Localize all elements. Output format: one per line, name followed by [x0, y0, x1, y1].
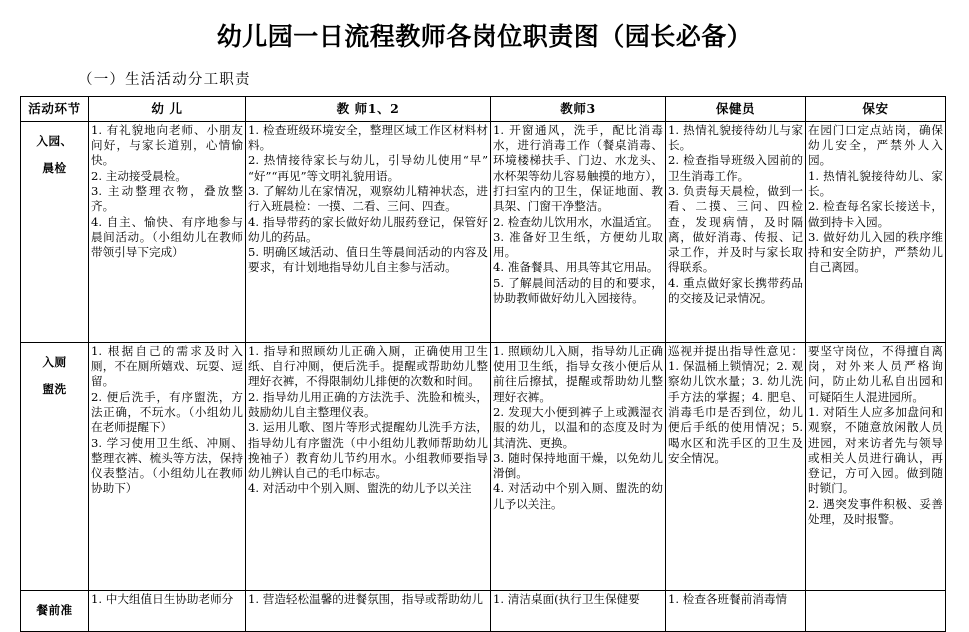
duty-table [20, 96, 946, 632]
cell-teacher3 [491, 342, 666, 590]
column-header-stage: 活动环节 [21, 96, 89, 121]
cell-text: 在园门口定点站岗，确保幼儿安全，严禁外人入园。 1. 热情礼貌接待幼儿、家长。 2. 检查每名家长接送卡，做到持卡入园。 3. 做好幼儿入园的秩序维持和安全防护，严禁幼儿自己离园。 [808, 122, 943, 275]
cell-text: 1. 营造轻松温馨的进餐氛围，指导或帮助幼儿 [248, 591, 484, 606]
table-row [21, 342, 946, 590]
column-header-teacher12: 教 师1、2 [246, 96, 491, 121]
column-header-guard: 保安 [806, 96, 946, 121]
cell-teacher12 [246, 590, 491, 631]
cell-teacher12 [246, 121, 491, 342]
stage-label: 入园、 晨检 [21, 121, 89, 342]
table-header-row [21, 96, 946, 121]
cell-teacher12 [246, 342, 491, 590]
cell-child [89, 121, 246, 342]
column-header-teacher3: 教师3 [491, 96, 666, 121]
duty-table-container [20, 96, 945, 632]
table-body [21, 121, 946, 631]
cell-text: 1. 照顾幼儿入厕，指导幼儿正确使用卫生纸，指导女孩小便后从前往后擦拭，提醒或帮助幼儿整理好衣裤。 2. 发现大小便到裤子上或溅湿衣服的幼儿，以温和的态度及时为其清洗、更换。 3. 随时保持地面干燥，以免幼儿滑倒。 4. 对活动中个别入厕、盥洗的幼儿予以关注。 [493, 343, 663, 511]
cell-text: 1. 检查班级环境安全，整理区域工作区材料材料。 2. 热情接待家长与幼儿，引导幼儿使用“早”“好”“再见”等文明礼貌用语。 3. 了解幼儿在家情况，观察幼儿精神状态，进行入班晨检：一摸、二看、三问、四查。 4. 指导带药的家长做好幼儿服药登记，保管好幼儿的药品。 5. 明确区域活动、值日生等晨间活动的内容及要求，有计划地指导幼儿自主参与活动。 [248, 122, 488, 275]
table-row [21, 590, 946, 631]
table-row [21, 121, 946, 342]
cell-guard [806, 590, 946, 631]
cell-health [666, 121, 806, 342]
cell-text: 1. 有礼貌地向老师、小朋友问好，与家长道别，心情愉快。 2. 主动接受晨检。 3. 主动整理衣物，叠放整齐。 4. 自主、愉快、有序地参与晨间活动。（小组幼儿在教师带领引导下完成） [91, 122, 243, 260]
column-header-health: 保健员 [666, 96, 806, 121]
cell-health [666, 590, 806, 631]
cell-text: 1. 中大组值日生协助老师分 [91, 591, 234, 606]
section-heading: （一）生活活动分工职责 [78, 71, 251, 88]
cell-child [89, 590, 246, 631]
column-header-child: 幼 儿 [89, 96, 246, 121]
cell-teacher3 [491, 590, 666, 631]
cell-text: 要坚守岗位，不得擅自离岗，对外来人员严格询问，防止幼儿私自出园和可疑陌生人混进园所。 1. 对陌生人应多加盘问和观察，不随意放闲散人员进园，对来访者先与领导或相关人员进行确认，再登记，方可入园。做到随时锁门。 2. 遇突发事件积极、妥善处理，及时报警。 [808, 343, 943, 527]
cell-text: 巡视并提出指导性意见：1. 保温桶上锁情况；2. 观察幼儿饮水量；3. 幼儿洗手方法的掌握；4. 肥皂、消毒毛巾是否到位，幼儿便后手纸的使用情况；5. 喝水区和洗手区的卫生及安全情况。 [668, 343, 803, 465]
cell-text: 1. 指导和照顾幼儿正确入厕，正确使用卫生纸、自行冲厕，便后洗手。提醒或帮助幼儿整理好衣裤，不得限制幼儿排便的次数和时间。 2. 指导幼儿用正确的方法洗手、洗脸和梳头，鼓励幼儿自主整理仪表。 3. 运用儿歌、图片等形式提醒幼儿洗手方法，指导幼儿有序盥洗（中小组幼儿教师帮助幼儿挽袖子）教育幼儿节约用水。小组教师要指导幼儿辨认自己的毛巾标志。 4. 对活动中个别入厕、盥洗的幼儿予以关注 [248, 343, 488, 496]
page-title: 幼儿园一日流程教师各岗位职责图（园长必备） [216, 22, 753, 51]
cell-health [666, 342, 806, 590]
cell-teacher3 [491, 121, 666, 342]
cell-child [89, 342, 246, 590]
cell-guard [806, 121, 946, 342]
cell-text: 1. 检查各班餐前消毒情 [668, 591, 788, 606]
cell-text: 1. 根据自己的需求及时入厕，不在厕所嬉戏、玩耍、逗留。 2. 便后洗手，有序盥洗，方法正确，不玩水。（小组幼儿 在老师提醒下） 3. 学习使用卫生纸、冲厕、整理衣裤、梳头等方法，保持仪表整洁。（小组幼儿在教师协助下） [91, 343, 243, 496]
table-head [21, 96, 946, 121]
cell-text: 1. 开窗通风，洗手，配比消毒水，进行消毒工作（餐桌消毒、环境楼梯扶手、门边、水龙头、水杯架等幼儿容易触摸的地方），打扫室内的卫生，保证地面、教具架、门窗干净整洁。 2. 检查幼儿饮用水，水温适宜。 3. 准备好卫生纸，方便幼儿取用。 4. 准备餐具、用具等其它用品。 5. 了解晨间活动的目的和要求，协助教师做好幼儿入园接待。 [493, 122, 663, 306]
cell-guard [806, 342, 946, 590]
stage-label: 餐前准 [21, 590, 89, 631]
stage-label: 入厕 盥洗 [21, 342, 89, 590]
cell-text: 1. 清洁桌面(执行卫生保健要 [493, 591, 640, 606]
cell-text: 1. 热情礼貌接待幼儿与家长。 2. 检查指导班级入园前的卫生消毒工作。 3. 负责每天晨检，做到一看、二摸、三问、四检查，发现病情，及时隔离，做好消毒、传报、记录工作，并及时与家长取得联系。 4. 重点做好家长携带药品的交接及记录情况。 [668, 122, 803, 306]
